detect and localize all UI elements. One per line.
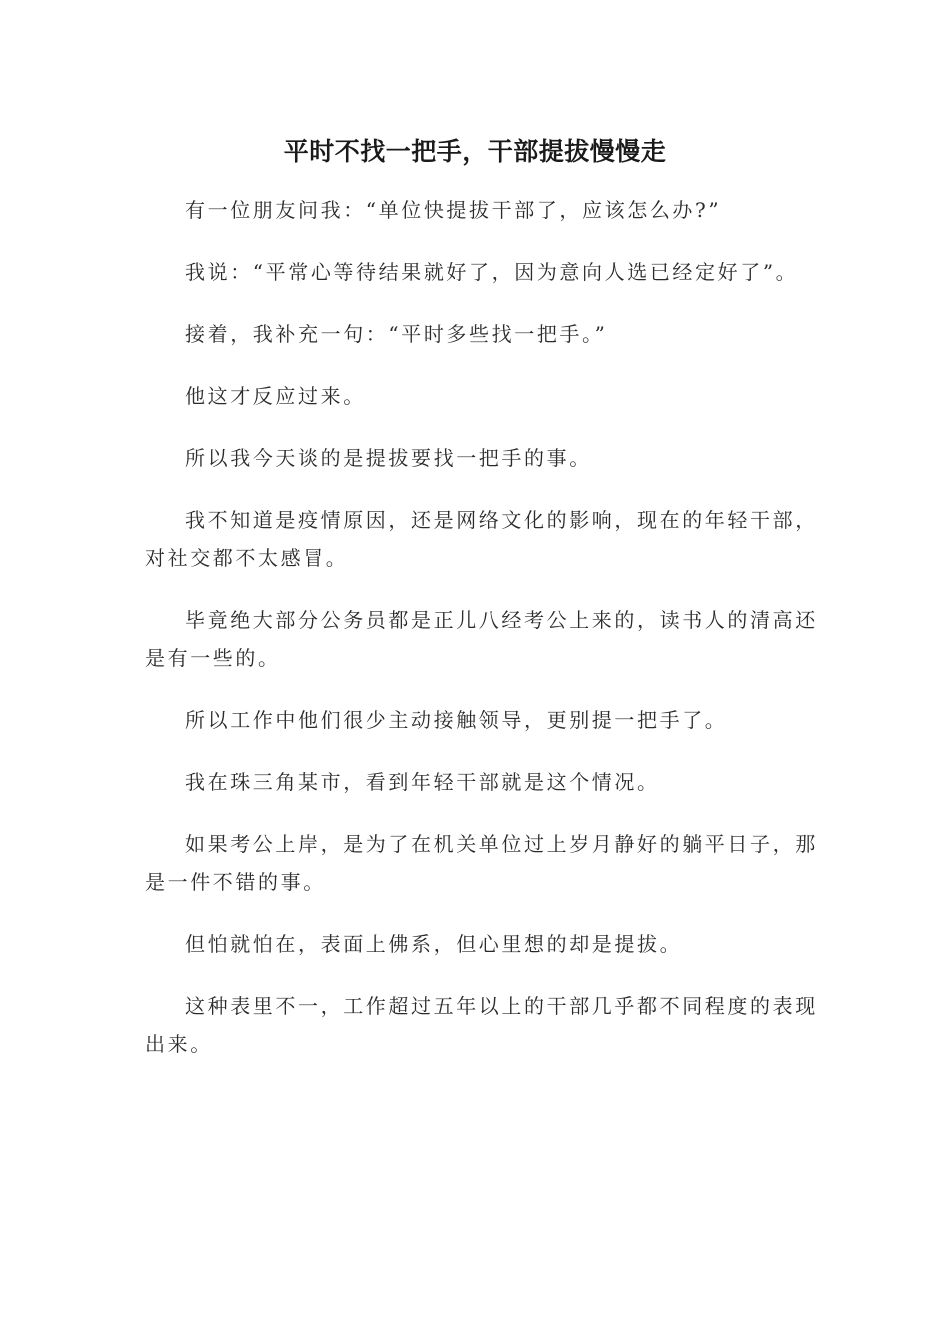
paragraph: 我不知道是疫情原因，还是网络文化的影响，现在的年轻干部，对社交都不太感冒。 <box>145 508 818 570</box>
document-title: 平时不找一把手，干部提拔慢慢走 <box>283 137 667 166</box>
paragraph: 如果考公上岸，是为了在机关单位过上岁月静好的躺平日子，那是一件不错的事。 <box>145 832 818 894</box>
document-body <box>145 191 825 1087</box>
paragraph: 我说：“平常心等待结果就好了，因为意向人选已经定好了”。 <box>185 260 799 284</box>
paragraph: 所以工作中他们很少主动接触领导，更别提一把手了。 <box>185 708 728 732</box>
paragraph: 接着，我补充一句：“平时多些找一把手。” <box>185 322 608 346</box>
paragraph: 这种表里不一，工作超过五年以上的干部几乎都不同程度的表现出来。 <box>145 994 818 1056</box>
paragraph: 有一位朋友问我：“单位快提拔干部了，应该怎么办?” <box>185 198 722 222</box>
paragraph: 他这才反应过来。 <box>185 384 366 408</box>
paragraph: 我在珠三角某市，看到年轻干部就是这个情况。 <box>185 770 660 794</box>
paragraph: 但怕就怕在，表面上佛系，但心里想的却是提拔。 <box>185 932 683 956</box>
paragraph: 毕竟绝大部分公务员都是正儿八经考公上来的，读书人的清高还是有一些的。 <box>145 608 818 670</box>
paragraph: 所以我今天谈的是提拔要找一把手的事。 <box>185 446 592 470</box>
